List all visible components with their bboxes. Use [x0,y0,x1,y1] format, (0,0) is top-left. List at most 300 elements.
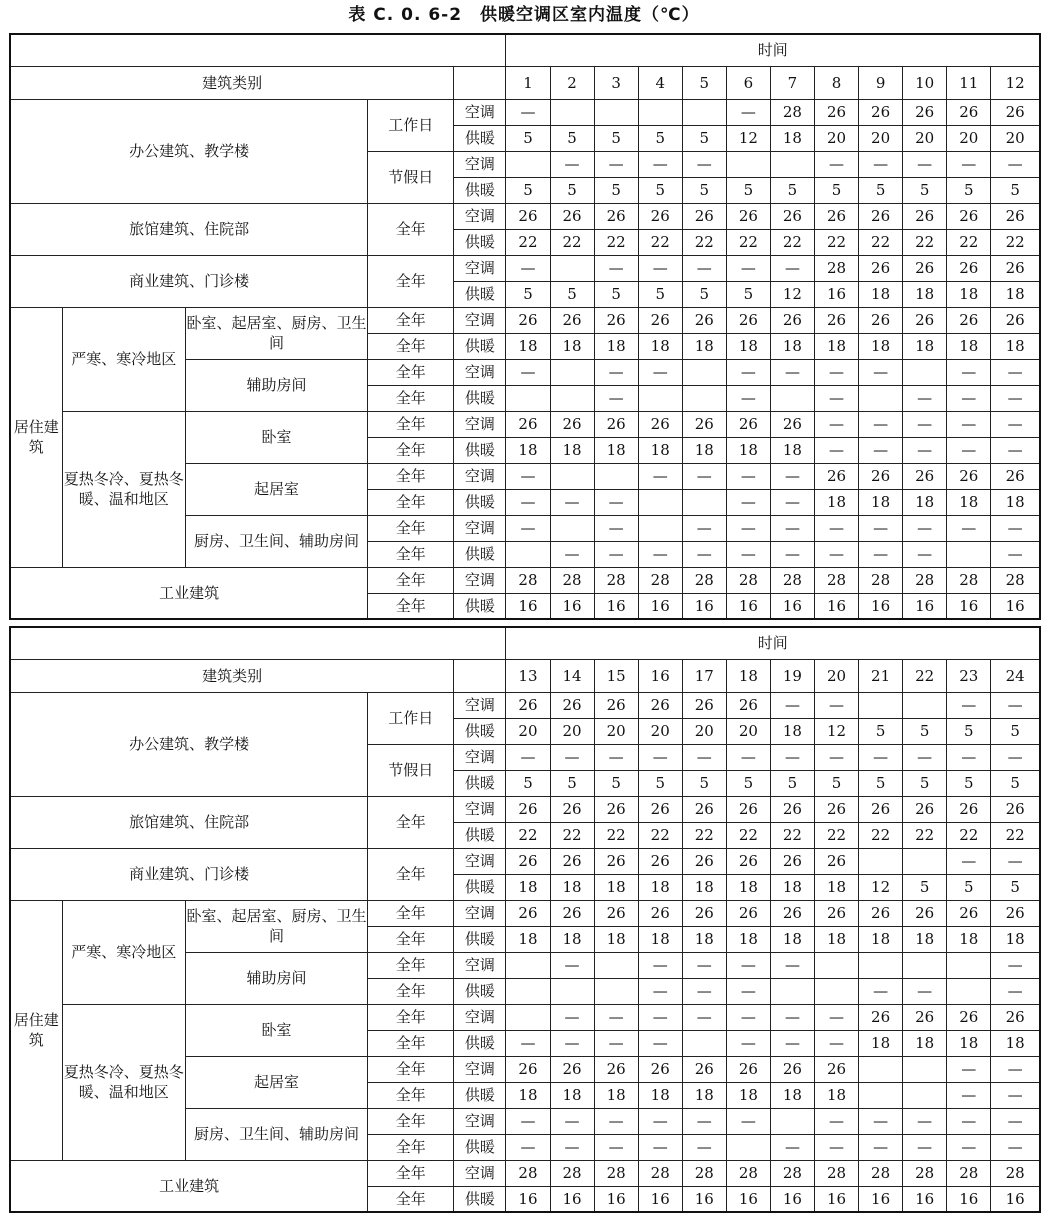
label-bedroom-living-kitchen-wc: 卧室、起居室、厨房、卫生间 [185,900,367,952]
temperature-table-hours-13-24 [9,626,1041,1213]
temperature-cell: 28 [991,1160,1040,1186]
temperature-cell: 28 [550,567,594,593]
temperature-cell: 28 [859,1160,903,1186]
label-all-year: 全年 [368,463,454,489]
temperature-cell: 26 [814,1056,858,1082]
mode-heating: 供暖 [454,125,506,151]
temperature-cell: — [682,1004,726,1030]
temperature-cell: — [814,515,858,541]
label-severe-cold: 严寒、寒冷地区 [62,307,185,411]
temperature-cell: 26 [770,1056,814,1082]
label-all-year: 全年 [368,489,454,515]
temperature-cell: 22 [770,229,814,255]
temperature-cell [859,692,903,718]
building-type-header: 建筑类别 [10,66,454,99]
label-living-room: 起居室 [185,1056,367,1108]
temperature-cell: 26 [903,307,947,333]
temperature-cell: 26 [726,411,770,437]
temperature-cell: — [726,515,770,541]
label-all-year: 全年 [368,1030,454,1056]
temperature-cell: 22 [770,822,814,848]
label-office: 办公建筑、教学楼 [10,692,368,796]
temperature-cell: 18 [859,333,903,359]
temperature-cell: 26 [506,692,550,718]
temperature-cell: — [991,848,1040,874]
temperature-cell: — [947,1108,991,1134]
label-all-year: 全年 [368,1004,454,1030]
temperature-cell: 26 [991,900,1040,926]
temperature-cell: 18 [506,926,550,952]
hour-header: 11 [947,66,991,99]
temperature-cell: 18 [991,1030,1040,1056]
temperature-cell: — [726,99,770,125]
hour-header: 18 [726,659,770,692]
mode-heating: 供暖 [454,177,506,203]
temperature-cell: — [638,1004,682,1030]
temperature-cell [550,515,594,541]
temperature-cell [903,952,947,978]
temperature-cell: — [726,952,770,978]
temperature-cell [550,359,594,385]
hour-header: 4 [638,66,682,99]
temperature-cell: — [991,744,1040,770]
temperature-cell: — [506,1030,550,1056]
label-all-year: 全年 [368,359,454,385]
temperature-cell: 26 [594,411,638,437]
temperature-cell: — [726,541,770,567]
mode-heating: 供暖 [454,333,506,359]
temperature-cell: 28 [991,567,1040,593]
temperature-cell: — [550,1108,594,1134]
temperature-cell: 5 [682,125,726,151]
temperature-cell: 20 [991,125,1040,151]
temperature-cell [550,978,594,1004]
temperature-cell [638,515,682,541]
hour-header: 1 [506,66,550,99]
temperature-cell: 26 [947,463,991,489]
temperature-cell [594,978,638,1004]
temperature-cell: — [594,1004,638,1030]
temperature-cell: — [682,744,726,770]
hour-header: 8 [814,66,858,99]
temperature-cell: 5 [726,177,770,203]
temperature-cell [814,978,858,1004]
temperature-cell: — [506,255,550,281]
hour-header: 12 [991,66,1040,99]
temperature-cell: — [991,952,1040,978]
temperature-cell: 26 [947,203,991,229]
mode-cooling: 空调 [454,151,506,177]
temperature-cell: 26 [682,692,726,718]
temperature-cell [506,541,550,567]
temperature-cell: 5 [947,770,991,796]
temperature-cell: 22 [726,822,770,848]
temperature-cell: 5 [550,770,594,796]
temperature-cell: 18 [947,333,991,359]
label-all-year: 全年 [368,411,454,437]
temperature-cell: 16 [726,593,770,619]
temperature-cell: — [550,151,594,177]
temperature-cell: 20 [726,718,770,744]
mode-cooling: 空调 [454,848,506,874]
temperature-cell: 26 [770,307,814,333]
temperature-cell: 16 [947,593,991,619]
temperature-cell: — [991,1108,1040,1134]
temperature-cell: — [903,515,947,541]
temperature-cell: 22 [814,822,858,848]
mode-cooling: 空调 [454,515,506,541]
temperature-cell: 18 [814,333,858,359]
label-all-year: 全年 [368,333,454,359]
temperature-cell: 18 [814,926,858,952]
temperature-cell: — [726,978,770,1004]
hour-header: 16 [638,659,682,692]
hour-header: 21 [859,659,903,692]
temperature-cell: — [506,1108,550,1134]
temperature-cell: 5 [638,770,682,796]
temperature-cell: 26 [903,203,947,229]
hour-header: 24 [991,659,1040,692]
temperature-cell: 26 [506,848,550,874]
temperature-cell: — [991,978,1040,1004]
temperature-cell: 26 [903,255,947,281]
temperature-cell: 16 [506,1186,550,1212]
mode-heating: 供暖 [454,1082,506,1108]
temperature-cell: 22 [638,229,682,255]
temperature-cell: 22 [859,822,903,848]
mode-heating: 供暖 [454,229,506,255]
temperature-cell [594,952,638,978]
temperature-cell: 26 [550,411,594,437]
temperature-cell: 26 [903,796,947,822]
temperature-cell: 18 [594,333,638,359]
temperature-cell: — [859,411,903,437]
hour-header: 2 [550,66,594,99]
temperature-cell: — [726,489,770,515]
temperature-cell: 28 [814,567,858,593]
temperature-cell: 26 [638,900,682,926]
temperature-cell: — [550,541,594,567]
label-all-year: 全年 [368,1108,454,1134]
temperature-cell: 26 [550,307,594,333]
temperature-cell: 20 [903,125,947,151]
temperature-cell: 22 [814,229,858,255]
temperature-cell: 18 [947,1030,991,1056]
temperature-cell: 26 [682,796,726,822]
temperature-cell: — [550,1134,594,1160]
label-workday: 工作日 [368,692,454,744]
label-hot-summer: 夏热冬冷、夏热冬暖、温和地区 [62,1004,185,1160]
temperature-cell: 18 [991,489,1040,515]
label-all-year: 全年 [368,848,454,900]
temperature-cell: 20 [638,718,682,744]
mode-cooling: 空调 [454,307,506,333]
mode-heating: 供暖 [454,281,506,307]
temperature-cell: 18 [947,281,991,307]
temperature-cell: 26 [859,99,903,125]
temperature-cell: 26 [947,255,991,281]
temperature-cell: 26 [550,203,594,229]
temperature-cell [506,978,550,1004]
temperature-cell: 26 [947,900,991,926]
temperature-cell [726,1134,770,1160]
temperature-cell: 28 [594,567,638,593]
temperature-cell: 26 [726,900,770,926]
temperature-cell [770,1108,814,1134]
temperature-cell: 26 [638,796,682,822]
temperature-cell: 26 [903,1004,947,1030]
temperature-cell: 18 [770,437,814,463]
temperature-cell: — [859,744,903,770]
temperature-cell: 28 [506,1160,550,1186]
temperature-cell: 28 [506,567,550,593]
temperature-cell [770,385,814,411]
temperature-cell: — [903,151,947,177]
temperature-cell: 18 [991,281,1040,307]
temperature-cell: — [903,744,947,770]
temperature-cell: 5 [859,770,903,796]
temperature-cell [506,385,550,411]
temperature-cell: — [682,463,726,489]
temperature-cell: 28 [770,567,814,593]
temperature-cell: 18 [550,1082,594,1108]
temperature-cell: 26 [506,203,550,229]
mode-cooling: 空调 [454,796,506,822]
temperature-cell [814,952,858,978]
temperature-cell: 26 [726,203,770,229]
temperature-cell: — [638,978,682,1004]
hour-header: 14 [550,659,594,692]
temperature-cell: 5 [770,177,814,203]
temperature-cell: 5 [947,718,991,744]
label-holiday: 节假日 [368,151,454,203]
temperature-cell: — [859,151,903,177]
temperature-cell: 16 [903,1186,947,1212]
mode-cooling: 空调 [454,411,506,437]
temperature-cell: 26 [550,900,594,926]
temperature-cell: — [814,692,858,718]
temperature-cell: 26 [638,848,682,874]
temperature-cell: 18 [903,926,947,952]
mode-heating: 供暖 [454,1186,506,1212]
hour-header: 3 [594,66,638,99]
temperature-cell: — [814,437,858,463]
temperature-cell [682,359,726,385]
label-all-year: 全年 [368,926,454,952]
temperature-cell: — [814,411,858,437]
label-living-room: 起居室 [185,463,367,515]
temperature-cell: — [814,744,858,770]
temperature-cell: 18 [550,874,594,900]
temperature-cell: 26 [682,411,726,437]
temperature-cell: 5 [550,125,594,151]
temperature-cell: 22 [726,229,770,255]
label-all-year: 全年 [368,952,454,978]
temperature-cell: 26 [506,307,550,333]
label-all-year: 全年 [368,1082,454,1108]
temperature-cell: 22 [638,822,682,848]
temperature-cell: 26 [682,307,726,333]
temperature-cell: — [726,463,770,489]
temperature-cell [682,1030,726,1056]
temperature-cell: — [594,541,638,567]
temperature-cell: 16 [814,1186,858,1212]
temperature-cell: 22 [991,822,1040,848]
temperature-cell: 26 [770,411,814,437]
temperature-cell [550,255,594,281]
temperature-cell: 5 [903,770,947,796]
temperature-cell: 5 [506,770,550,796]
temperature-cell: — [991,359,1040,385]
temperature-cell: 18 [682,1082,726,1108]
temperature-cell: — [991,515,1040,541]
temperature-cell: 26 [638,692,682,718]
temperature-cell [947,541,991,567]
temperature-cell: — [682,151,726,177]
temperature-cell [638,489,682,515]
hour-header: 23 [947,659,991,692]
temperature-cell: — [550,489,594,515]
temperature-cell: 16 [594,1186,638,1212]
temperature-cell [506,952,550,978]
temperature-cell: — [682,978,726,1004]
temperature-cell: 18 [506,437,550,463]
temperature-cell: — [506,515,550,541]
temperature-cell: 18 [947,489,991,515]
mode-cooling: 空调 [454,952,506,978]
hour-header: 9 [859,66,903,99]
temperature-cell: — [594,489,638,515]
temperature-cell: — [638,255,682,281]
temperature-cell: 18 [682,926,726,952]
temperature-cell: 5 [814,770,858,796]
temperature-cell [638,99,682,125]
temperature-cell: 26 [814,203,858,229]
temperature-cell: 16 [991,593,1040,619]
temperature-cell: — [947,744,991,770]
label-all-year: 全年 [368,515,454,541]
temperature-cell: — [770,1004,814,1030]
temperature-cell: 20 [859,125,903,151]
temperature-cell: 18 [594,1082,638,1108]
label-all-year: 全年 [368,1186,454,1212]
temperature-cell: — [682,1134,726,1160]
temperature-cell: — [814,1030,858,1056]
temperature-cell: 18 [550,437,594,463]
temperature-cell: 12 [814,718,858,744]
temperature-cell: 5 [947,177,991,203]
temperature-cell: — [947,151,991,177]
temperature-cell: — [770,515,814,541]
temperature-cell: 18 [814,874,858,900]
mode-heating: 供暖 [454,541,506,567]
temperature-table-hours-1-12 [9,33,1041,620]
temperature-cell: 5 [726,281,770,307]
temperature-cell: 16 [726,1186,770,1212]
temperature-cell: — [903,978,947,1004]
label-all-year: 全年 [368,1160,454,1186]
temperature-cell: 18 [991,333,1040,359]
temperature-cell: — [770,255,814,281]
temperature-cell [903,359,947,385]
temperature-cell: 22 [991,229,1040,255]
temperature-cell: 20 [814,125,858,151]
temperature-cell: — [814,359,858,385]
label-aux-room: 辅助房间 [185,952,367,1004]
temperature-cell: — [991,437,1040,463]
temperature-cell [550,99,594,125]
temperature-cell: 18 [726,1082,770,1108]
temperature-cell: 18 [726,926,770,952]
temperature-cell: 16 [903,593,947,619]
mode-heating: 供暖 [454,593,506,619]
temperature-cell: 26 [859,203,903,229]
temperature-cell: 26 [859,255,903,281]
temperature-cell: 5 [947,874,991,900]
temperature-cell [903,1056,947,1082]
temperature-cell: 16 [682,593,726,619]
temperature-cell: 22 [550,822,594,848]
temperature-cell: 16 [947,1186,991,1212]
temperature-cell: — [550,1030,594,1056]
temperature-cell: 5 [770,770,814,796]
label-all-year: 全年 [368,1134,454,1160]
temperature-cell [859,1056,903,1082]
temperature-cell: — [770,489,814,515]
temperature-cell: — [903,1108,947,1134]
temperature-cell: 16 [550,593,594,619]
building-type-header: 建筑类别 [10,659,454,692]
temperature-cell: 28 [814,1160,858,1186]
temperature-cell: 28 [903,567,947,593]
temperature-cell: — [991,1082,1040,1108]
temperature-cell: 16 [991,1186,1040,1212]
time-header: 时间 [506,34,1040,66]
temperature-cell: 18 [770,333,814,359]
temperature-cell: — [550,744,594,770]
temperature-cell: 26 [550,796,594,822]
temperature-cell: 22 [682,229,726,255]
temperature-cell: — [638,359,682,385]
temperature-cell: 18 [594,437,638,463]
label-all-year: 全年 [368,593,454,619]
temperature-cell: — [726,1004,770,1030]
temperature-cell: 28 [770,99,814,125]
temperature-cell [726,151,770,177]
temperature-cell: 20 [594,718,638,744]
temperature-cell: — [991,1056,1040,1082]
temperature-cell: — [682,255,726,281]
temperature-cell: 5 [506,177,550,203]
temperature-cell: — [682,541,726,567]
temperature-cell: 26 [550,848,594,874]
temperature-cell: — [506,489,550,515]
label-workday: 工作日 [368,99,454,151]
temperature-cell: 18 [859,1030,903,1056]
temperature-cell: — [814,151,858,177]
temperature-cell: 26 [814,796,858,822]
temperature-cell: 26 [594,307,638,333]
temperature-cell: — [859,1108,903,1134]
temperature-cell: 18 [903,333,947,359]
temperature-cell: 26 [770,796,814,822]
temperature-cell: — [594,1134,638,1160]
mode-heating: 供暖 [454,1030,506,1056]
temperature-cell: 5 [550,281,594,307]
temperature-cell: 5 [903,718,947,744]
hour-header: 20 [814,659,858,692]
temperature-cell: 26 [991,99,1040,125]
